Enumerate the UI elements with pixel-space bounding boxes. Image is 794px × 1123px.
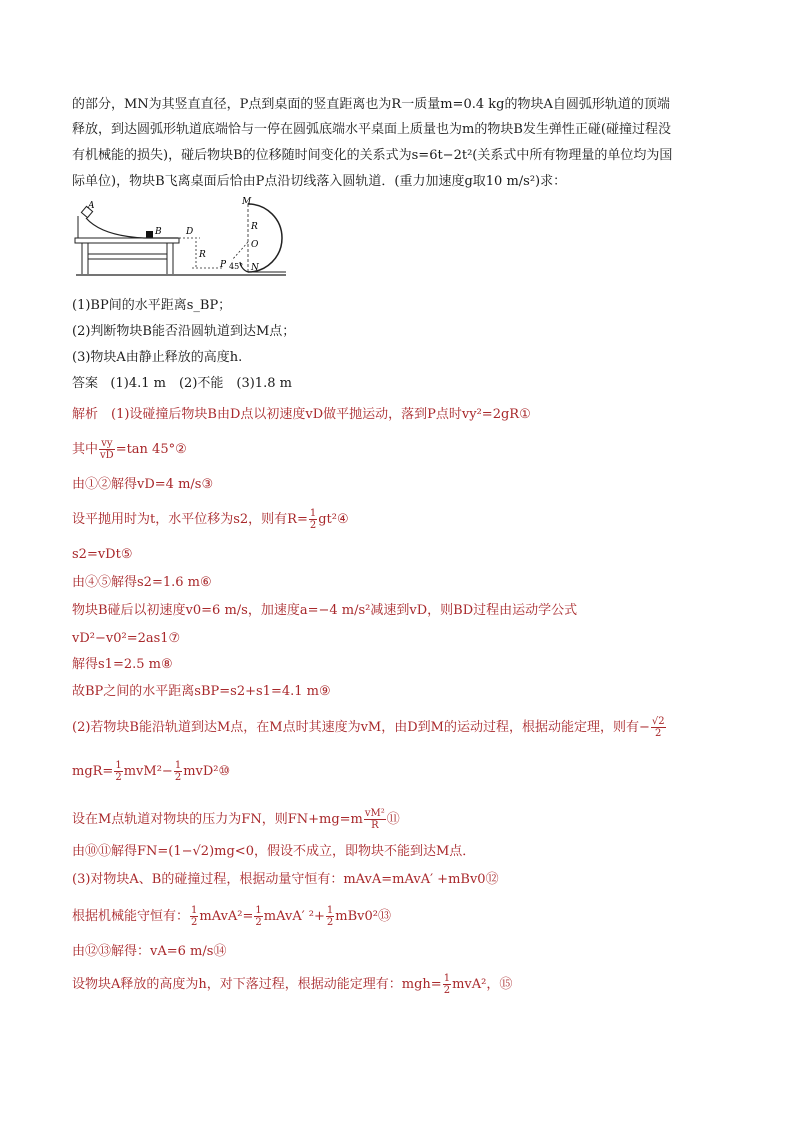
table-legs <box>82 243 173 274</box>
block-b <box>146 231 153 238</box>
problem-line-3: 有机械能的损失)，碰后物块B的位移随时间变化的关系式为s=6t−2t²(关系式中所有物理量的单位均为国 <box>72 148 673 163</box>
label-p: P <box>220 260 227 270</box>
question-3: (3)物块A由静止释放的高度h. <box>72 350 243 365</box>
solution-line-14: 由⑩⑪解得FN=(1−√2)mg<0，假设不成立，即物块不能到达M点． <box>72 844 476 859</box>
ramp-arc <box>86 218 178 238</box>
solution-line-8: vD²−v0²=2as1⑦ <box>72 631 181 646</box>
question-2: (2)判断物块B能否沿圆轨道到达M点； <box>72 324 296 339</box>
problem-line-4: 际单位)，物块B飞离桌面后恰由P点沿切线落入圆轨道．(重力加速度g取10 m/s²)求： <box>72 174 567 189</box>
answer-label: 答案 <box>72 376 99 391</box>
solution-line-2: 其中 $\frac{vy}{vD}$ =tan 45°② <box>72 438 187 461</box>
label-r-left: R <box>199 250 206 260</box>
physics-diagram <box>72 196 292 278</box>
solution-line-7: 物块B碰后以初速度v0=6 m/s，加速度a=−4 m/s²减速到vD，则BD过程由运动学公式 <box>72 603 578 618</box>
problem-line-2: 释放，到达圆弧形轨道底端恰与一停在圆弧底端水平桌面上质量也为m的物块B发生弹性正碰(碰撞过程没 <box>72 122 671 137</box>
label-r-right: R <box>251 222 258 232</box>
solution-line-18: 设物块A释放的高度为h，对下落过程，根据动能定理有：mgh= $\frac{1}{2}$ mvA²，⑮ <box>72 973 513 996</box>
label-m: M <box>242 197 252 207</box>
solution-line-10: 故BP之间的水平距离sBP=s2+s1=4.1 m⑨ <box>72 684 331 699</box>
label-d: D <box>186 227 194 237</box>
solution-line-4: 设平抛用时为t，水平位移为s2，则有R= $\frac{1}{2}$ gt²④ <box>72 508 349 531</box>
label-b: B <box>155 227 162 237</box>
solution-line-11: (2)若物块B能沿轨道到达M点，在M点时其速度为vM，由D到M的运动过程，根据动能定理，则有− $\frac{√2}{2}$ <box>72 716 665 739</box>
answer-line <box>72 375 292 393</box>
label-angle: 45° <box>229 262 244 271</box>
solution-line-3: 由①②解得vD=4 m/s③ <box>72 477 214 492</box>
label-a: A <box>88 201 95 211</box>
circular-track <box>248 204 282 272</box>
solution-line-13: 设在M点轨道对物块的压力为FN，则FN+mg=m $\frac{\text{vM²}}{R}$ ⑪ <box>72 808 400 831</box>
solution-line-17: 由⑫⑬解得：vA=6 m/s⑭ <box>72 944 227 959</box>
solution-line-5: s2=vDt⑤ <box>72 547 133 562</box>
answer-text: (1)4.1 m (2)不能 (3)1.8 m <box>110 376 292 391</box>
table-top <box>75 238 179 243</box>
label-o: O <box>251 240 259 250</box>
problem-line-1: 的部分，MN为其竖直直径，P点到桌面的竖直距离也为R一质量m=0.4 kg的物块A自圆弧形轨道的顶端 <box>72 97 670 112</box>
solution-line-15: (3)对物块A、B的碰撞过程，根据动量守恒有：mAvA=mAvA′ +mBv0⑫ <box>72 872 499 887</box>
solution-line-16: 根据机械能守恒有： $\frac{1}{2}$ mAvA²= $\frac{1}{2}$ mAvA′ ²+ $\frac{1}{2}$ mBv0²⑬ <box>72 905 391 928</box>
solution-line-12: mgR= $\frac{1}{2}$ mvM²− $\frac{1}{2}$ mvD²⑩ <box>72 760 231 783</box>
label-n: N <box>251 263 259 273</box>
question-1: (1)BP间的水平距离s_BP； <box>72 298 232 313</box>
solution-line-9: 解得s1=2.5 m⑧ <box>72 657 173 672</box>
solution-line-6: 由④⑤解得s2=1.6 m⑥ <box>72 575 212 590</box>
solution-line-1: 解析 (1)设碰撞后物块B由D点以初速度vD做平抛运动，落到P点时vy²=2gR① <box>72 407 531 422</box>
